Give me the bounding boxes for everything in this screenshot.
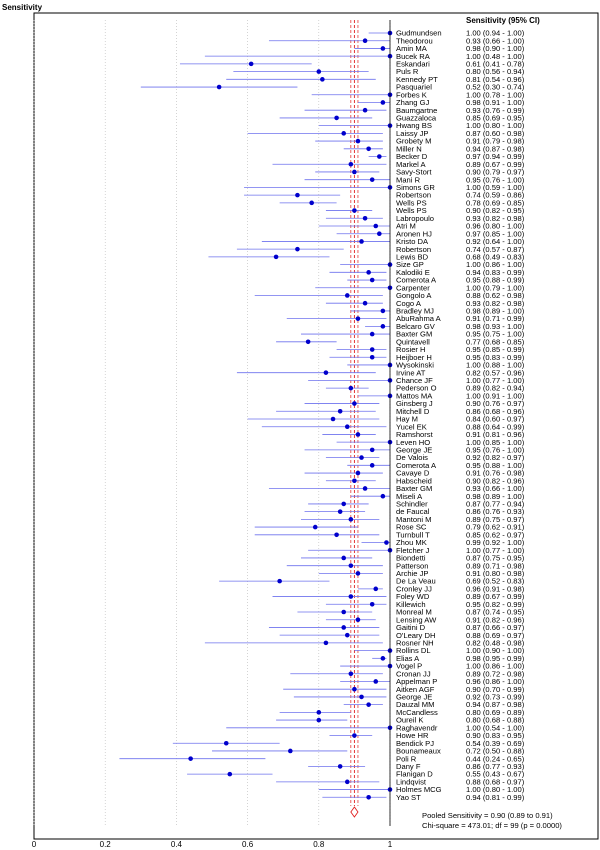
study-name: Robertson [396, 190, 432, 200]
point-estimate [345, 424, 350, 429]
study-name: Guazzaloca [396, 113, 437, 123]
study-ci-value: 0.89 (0.75 - 0.97) [466, 514, 525, 524]
study-ci-value: 0.89 (0.72 - 0.98) [466, 669, 525, 679]
point-estimate [349, 517, 354, 522]
study-ci-value: 0.97 (0.94 - 0.99) [466, 152, 525, 162]
study-ci-value: 0.95 (0.85 - 0.99) [466, 345, 525, 355]
study-ci-value: 0.91 (0.79 - 0.98) [466, 136, 525, 146]
study-layer [119, 29, 524, 802]
point-estimate [295, 193, 300, 198]
study-name: Holmes MCG [396, 785, 442, 795]
point-estimate [377, 154, 382, 159]
point-estimate [356, 617, 361, 622]
point-estimate [309, 201, 314, 206]
study-name: Dauzal MM [396, 700, 435, 710]
study-ci-value: 0.95 (0.88 - 1.00) [466, 460, 525, 470]
chart-title: Sensitivity [2, 3, 43, 12]
study-ci-value: 0.93 (0.66 - 1.00) [466, 36, 525, 46]
study-ci-value: 0.94 (0.87 - 0.98) [466, 700, 525, 710]
study-name: Lindqvist [396, 777, 426, 787]
study-name: Simons GR [396, 183, 435, 192]
study-name: Miseli A [396, 491, 423, 501]
study-ci-value: 0.96 (0.86 - 1.00) [466, 677, 525, 687]
point-estimate [370, 278, 375, 283]
point-estimate [338, 509, 343, 514]
point-estimate [313, 525, 318, 530]
point-estimate [356, 316, 361, 321]
point-estimate [356, 471, 361, 476]
study-name: Pasquariel [396, 82, 432, 92]
study-name: Baxter GM [396, 329, 433, 339]
study-ci-value: 1.00 (0.80 - 1.00) [466, 785, 525, 795]
point-estimate [373, 224, 378, 229]
point-estimate [366, 270, 371, 275]
study-name: Raghavendr [396, 723, 438, 733]
point-estimate [366, 795, 371, 800]
point-estimate [324, 370, 329, 375]
point-estimate [345, 780, 350, 785]
study-ci-value: 0.54 (0.39 - 0.69) [466, 738, 525, 748]
study-ci-value: 0.94 (0.81 - 0.99) [466, 792, 525, 802]
point-estimate [274, 255, 279, 260]
study-name: Aitken AGF [396, 684, 435, 694]
point-estimate [349, 671, 354, 676]
point-estimate [352, 401, 357, 406]
study-ci-value: 0.92 (0.73 - 0.99) [466, 692, 525, 702]
pooled-diamond [351, 807, 358, 817]
study-name: Belcaro GV [396, 321, 435, 331]
point-estimate [320, 77, 325, 82]
study-name: Mantoni M [396, 514, 432, 524]
point-estimate [341, 131, 346, 136]
study-ci-value: 1.00 (0.91 - 1.00) [466, 391, 525, 401]
point-estimate [349, 162, 354, 167]
study-name: Zhang GJ [396, 98, 430, 108]
point-estimate [217, 85, 222, 90]
study-name: Pederson O [396, 383, 437, 393]
point-estimate [381, 656, 386, 661]
study-ci-value: 1.00 (0.86 - 1.00) [466, 661, 525, 671]
study-ci-value: 0.69 (0.52 - 0.83) [466, 576, 525, 586]
study-ci-value: 0.84 (0.60 - 0.97) [466, 414, 525, 424]
x-tick-label: 0.2 [99, 840, 111, 849]
point-estimate [370, 177, 375, 182]
study-name: Kristo DA [396, 237, 429, 247]
study-ci-value: 0.93 (0.76 - 0.99) [466, 105, 525, 115]
study-ci-value: 0.89 (0.82 - 0.94) [466, 383, 525, 393]
point-estimate [370, 355, 375, 360]
study-ci-value: 0.88 (0.68 - 0.97) [466, 777, 525, 787]
point-estimate [356, 139, 361, 144]
study-name: Vogel P [396, 661, 423, 671]
study-ci-value: 0.90 (0.82 - 0.95) [466, 206, 525, 216]
study-name: Yao ST [396, 792, 421, 802]
study-name: Kennedy PT [396, 74, 438, 84]
study-name: Carpenter [396, 283, 430, 293]
study-name: Markel A [396, 159, 426, 169]
point-estimate [349, 563, 354, 568]
study-name: Becker D [396, 152, 428, 162]
study-ci-value: 0.95 (0.76 - 1.00) [466, 445, 525, 455]
study-ci-value: 0.89 (0.67 - 0.99) [466, 592, 525, 602]
point-estimate [334, 116, 339, 121]
study-ci-value: 0.87 (0.74 - 0.95) [466, 607, 525, 617]
study-name: Ginsberg J [396, 399, 433, 409]
study-ci-value: 0.87 (0.75 - 0.95) [466, 553, 525, 563]
column-header: Sensitivity (95% CI) [466, 16, 540, 25]
point-estimate [384, 540, 389, 545]
study-name: Laissy JP [396, 128, 429, 138]
study-name: Theodorou [396, 36, 433, 46]
point-estimate [381, 100, 386, 105]
point-estimate [228, 772, 233, 777]
study-name: Grobety M [396, 136, 432, 146]
study-ci-value: 0.90 (0.70 - 0.99) [466, 684, 525, 694]
study-name: Irvine AT [396, 368, 426, 378]
point-estimate [377, 231, 382, 236]
study-ci-value: 1.00 (0.77 - 1.00) [466, 376, 525, 385]
study-ci-value: 0.85 (0.62 - 0.97) [466, 530, 525, 540]
point-estimate [366, 147, 371, 152]
study-row [322, 793, 524, 802]
study-name: Savy-Stort [396, 167, 432, 177]
point-estimate [317, 718, 322, 723]
study-name: Rosier H [396, 345, 426, 355]
point-estimate [352, 687, 357, 692]
point-estimate [370, 602, 375, 607]
study-name: Cronley JJ [396, 584, 432, 594]
study-ci-value: 0.68 (0.49 - 0.83) [466, 252, 525, 262]
study-ci-value: 0.90 (0.83 - 0.95) [466, 731, 525, 741]
point-estimate [295, 247, 300, 252]
study-ci-value: 0.88 (0.64 - 0.99) [466, 422, 525, 432]
study-name: Kalodiki E [396, 267, 430, 277]
study-name: Comerota A [396, 460, 437, 470]
study-ci-value: 0.87 (0.66 - 0.97) [466, 623, 525, 633]
study-ci-value: 0.82 (0.48 - 0.98) [466, 638, 525, 648]
pooled-sensitivity-text: Pooled Sensitivity = 0.90 (0.89 to 0.91) [422, 811, 553, 820]
study-name: De Valois [396, 453, 428, 463]
point-estimate [352, 733, 357, 738]
study-name: McCandless [396, 707, 438, 717]
study-ci-value: 0.92 (0.64 - 1.00) [466, 237, 525, 247]
study-name: Yucel EK [396, 422, 427, 432]
study-ci-value: 0.98 (0.90 - 1.00) [466, 44, 525, 54]
x-tick-label: 0.4 [170, 840, 182, 849]
study-name: Ramshorst [396, 430, 433, 440]
point-estimate [373, 587, 378, 592]
study-name: Baxter GM [396, 484, 433, 494]
point-estimate [356, 571, 361, 576]
study-ci-value: 0.88 (0.62 - 0.98) [466, 291, 525, 301]
point-estimate [381, 324, 386, 329]
study-name: Poli R [396, 754, 417, 764]
study-ci-value: 1.00 (0.54 - 1.00) [466, 723, 525, 733]
study-ci-value: 0.96 (0.91 - 0.98) [466, 584, 525, 594]
study-name: Cavaye D [396, 468, 430, 478]
study-ci-value: 0.90 (0.79 - 0.97) [466, 167, 525, 177]
study-name: Labropoulo [396, 213, 435, 223]
study-ci-value: 0.85 (0.69 - 0.95) [466, 113, 525, 123]
study-ci-value: 0.87 (0.60 - 0.98) [466, 128, 525, 138]
study-name: Wells PS [396, 206, 427, 216]
study-ci-value: 0.98 (0.89 - 1.00) [466, 306, 525, 316]
study-name: Lewis BD [396, 252, 429, 262]
study-ci-value: 0.86 (0.68 - 0.96) [466, 406, 525, 416]
study-ci-value: 0.91 (0.81 - 0.96) [466, 430, 525, 440]
x-tick-label: 0 [31, 840, 37, 849]
point-estimate [338, 409, 343, 414]
study-ci-value: 1.00 (0.77 - 1.00) [466, 545, 525, 555]
study-name: Quintavell [396, 337, 430, 347]
study-ci-value: 0.89 (0.67 - 0.99) [466, 159, 525, 169]
study-ci-value: 0.74 (0.57 - 0.87) [466, 244, 525, 254]
study-ci-value: 0.93 (0.82 - 0.98) [466, 213, 525, 223]
point-estimate [324, 641, 329, 646]
study-name: Lensing AW [396, 615, 437, 625]
point-estimate [345, 633, 350, 638]
study-ci-value: 0.80 (0.68 - 0.88) [466, 715, 525, 725]
study-name: O'Leary DH [396, 630, 436, 640]
study-name: Chance JF [396, 376, 433, 385]
study-ci-value: 0.93 (0.82 - 0.98) [466, 298, 525, 308]
point-estimate [370, 332, 375, 337]
point-estimate [306, 340, 311, 345]
study-ci-value: 1.00 (0.48 - 1.00) [466, 51, 525, 61]
point-estimate [249, 62, 254, 67]
x-tick-label: 1 [387, 840, 393, 849]
study-name: Hwang BS [396, 121, 432, 131]
study-name: Gudmundsen [396, 28, 442, 38]
study-name: Bradley MJ [396, 306, 434, 316]
point-estimate [345, 293, 350, 298]
study-name: Howe HR [396, 731, 429, 741]
x-tick-label: 0.6 [242, 840, 254, 849]
study-name: Rosner NH [396, 638, 434, 648]
study-ci-value: 0.95 (0.83 - 0.99) [466, 352, 525, 362]
point-estimate [341, 625, 346, 630]
study-ci-value: 0.86 (0.77 - 0.93) [466, 762, 525, 771]
study-name: Zhou MK [396, 538, 427, 548]
study-ci-value: 0.98 (0.91 - 1.00) [466, 98, 525, 108]
study-name: AbuRahma A [396, 314, 441, 324]
study-name: Oureil K [396, 715, 424, 725]
study-name: Amin MA [396, 44, 427, 54]
study-name: Gongolo A [396, 291, 432, 301]
point-estimate [317, 710, 322, 715]
study-ci-value: 0.52 (0.30 - 0.74) [466, 82, 525, 92]
study-ci-value: 0.90 (0.76 - 0.97) [466, 399, 525, 409]
study-name: Killewich [396, 599, 426, 609]
study-name: Schindler [396, 499, 428, 509]
study-ci-value: 0.80 (0.69 - 0.89) [466, 707, 525, 717]
study-name: Bendick PJ [396, 738, 434, 748]
point-estimate [341, 502, 346, 507]
point-estimate [370, 347, 375, 352]
point-estimate [363, 301, 368, 306]
study-name: Flanigan D [396, 769, 433, 779]
study-ci-value: 0.77 (0.68 - 0.85) [466, 337, 525, 347]
study-ci-value: 1.00 (0.79 - 1.00) [466, 283, 525, 293]
study-name: Foley WD [396, 592, 430, 602]
study-ci-value: 0.61 (0.41 - 0.78) [466, 59, 525, 69]
study-ci-value: 0.72 (0.50 - 0.88) [466, 746, 525, 756]
point-estimate [341, 610, 346, 615]
study-ci-value: 0.96 (0.80 - 1.00) [466, 221, 525, 231]
study-name: Turnbull T [396, 530, 430, 540]
point-estimate [277, 579, 282, 584]
study-ci-value: 0.89 (0.71 - 0.98) [466, 561, 525, 571]
study-name: Wells PS [396, 198, 427, 208]
study-ci-value: 0.74 (0.59 - 0.86) [466, 190, 525, 200]
study-name: de Faucal [396, 507, 430, 517]
study-ci-value: 0.98 (0.89 - 1.00) [466, 491, 525, 501]
point-estimate [359, 239, 364, 244]
study-ci-value: 0.91 (0.71 - 0.99) [466, 314, 525, 324]
study-name: De La Veau [396, 576, 436, 586]
point-estimate [370, 463, 375, 468]
study-ci-value: 0.94 (0.83 - 0.99) [466, 267, 525, 277]
study-name: Rose SC [396, 522, 427, 532]
point-estimate [331, 417, 336, 422]
study-ci-value: 0.95 (0.88 - 0.99) [466, 275, 525, 285]
study-ci-value: 0.81 (0.54 - 0.96) [466, 74, 525, 84]
study-ci-value: 0.78 (0.69 - 0.85) [466, 198, 525, 208]
study-name: Puls R [396, 67, 419, 77]
study-name: Mattos MA [396, 391, 433, 401]
study-name: Fletcher J [396, 545, 430, 555]
point-estimate [349, 594, 354, 599]
point-estimate [366, 702, 371, 707]
point-estimate [381, 309, 386, 314]
study-name: Mitchell D [396, 406, 430, 416]
study-name: Hay M [396, 414, 418, 424]
study-name: Patterson [396, 561, 429, 571]
study-ci-value: 0.88 (0.69 - 0.97) [466, 630, 525, 640]
point-estimate [363, 38, 368, 43]
study-ci-value: 0.80 (0.56 - 0.94) [466, 67, 525, 77]
study-ci-value: 1.00 (0.88 - 1.00) [466, 360, 525, 370]
study-name: Appelman P [396, 677, 438, 687]
study-name: Wysokinski [396, 360, 434, 370]
study-ci-value: 1.00 (0.85 - 1.00) [466, 437, 525, 447]
study-ci-value: 0.92 (0.82 - 0.97) [466, 453, 525, 463]
point-estimate [381, 46, 386, 51]
point-estimate [363, 108, 368, 113]
study-ci-value: 0.87 (0.77 - 0.94) [466, 499, 525, 509]
point-estimate [359, 455, 364, 460]
study-ci-value: 0.98 (0.93 - 1.00) [466, 321, 525, 331]
study-name: Rollins DL [396, 646, 431, 656]
point-estimate [373, 679, 378, 684]
point-estimate [288, 749, 293, 754]
point-estimate [359, 695, 364, 700]
point-estimate [317, 69, 322, 74]
point-estimate [363, 216, 368, 221]
study-name: Heijboer H [396, 352, 432, 362]
study-row [119, 754, 524, 763]
study-ci-value: 1.00 (0.59 - 1.00) [466, 183, 525, 192]
point-estimate [356, 432, 361, 437]
study-ci-value: 0.95 (0.82 - 0.99) [466, 599, 525, 609]
study-name: Robertson [396, 244, 432, 254]
point-estimate [341, 556, 346, 561]
study-ci-value: 0.91 (0.82 - 0.96) [466, 615, 525, 625]
study-name: Bucek RA [396, 51, 430, 61]
study-name: Habscheid [396, 476, 432, 486]
study-name: Comerota A [396, 275, 437, 285]
point-estimate [352, 208, 357, 213]
study-ci-value: 0.55 (0.43 - 0.67) [466, 769, 525, 779]
study-name: Archie JP [396, 569, 429, 578]
study-name: Aronen HJ [396, 229, 432, 239]
study-name: Biondetti [396, 553, 426, 563]
study-ci-value: 0.94 (0.87 - 0.98) [466, 144, 525, 154]
study-name: Size GP [396, 260, 424, 270]
study-name: Cogo A [396, 298, 421, 308]
point-estimate [349, 386, 354, 391]
study-ci-value: 0.86 (0.76 - 0.93) [466, 507, 525, 517]
point-estimate [370, 448, 375, 453]
study-ci-value: 0.95 (0.76 - 1.00) [466, 175, 525, 185]
study-ci-value: 0.82 (0.57 - 0.96) [466, 368, 525, 378]
study-name: Eskandari [396, 59, 430, 69]
study-name: Gaitini D [396, 623, 426, 633]
study-ci-value: 1.00 (0.94 - 1.00) [466, 28, 525, 38]
study-ci-value: 0.90 (0.82 - 0.96) [466, 476, 525, 486]
point-estimate [224, 741, 229, 746]
study-name: George JE [396, 692, 433, 702]
study-name: Miller N [396, 144, 422, 154]
study-ci-value: 0.91 (0.80 - 0.98) [466, 569, 525, 578]
study-name: Monreal M [396, 607, 432, 617]
study-ci-value: 0.99 (0.92 - 1.00) [466, 538, 525, 548]
study-ci-value: 0.98 (0.95 - 0.99) [466, 653, 525, 663]
study-name: Bounameaux [396, 746, 441, 756]
study-name: Forbes K [396, 90, 427, 100]
point-estimate [188, 756, 193, 761]
x-tick-label: 0.8 [313, 840, 325, 849]
point-estimate [338, 764, 343, 769]
study-ci-value: 1.00 (0.90 - 1.00) [466, 646, 525, 656]
point-estimate [352, 170, 357, 175]
study-name: Leven HO [396, 437, 431, 447]
study-ci-value: 1.00 (0.86 - 1.00) [466, 260, 525, 270]
study-ci-value: 0.93 (0.66 - 1.00) [466, 484, 525, 494]
study-name: Cronan JJ [396, 669, 431, 679]
point-estimate [363, 486, 368, 491]
study-name: Baumgartne [396, 105, 438, 115]
chi-square-text: Chi-square = 473.01; df = 99 (p = 0.0000) [422, 821, 562, 830]
study-ci-value: 1.00 (0.78 - 1.00) [466, 90, 525, 100]
study-ci-value: 0.44 (0.24 - 0.65) [466, 754, 525, 764]
point-estimate [334, 533, 339, 538]
study-name: Dany F [396, 762, 421, 771]
point-estimate [352, 478, 357, 483]
study-ci-value: 0.95 (0.75 - 1.00) [466, 329, 525, 339]
study-ci-value: 0.97 (0.85 - 1.00) [466, 229, 525, 239]
study-ci-value: 0.91 (0.76 - 0.98) [466, 468, 525, 478]
study-name: Atri M [396, 221, 416, 231]
study-name: Elias A [396, 653, 420, 663]
study-ci-value: 0.79 (0.62 - 0.91) [466, 522, 525, 532]
study-name: Mani R [396, 175, 421, 185]
point-estimate [381, 494, 386, 499]
study-ci-value: 1.00 (0.80 - 1.00) [466, 121, 525, 131]
study-name: George JE [396, 445, 433, 455]
